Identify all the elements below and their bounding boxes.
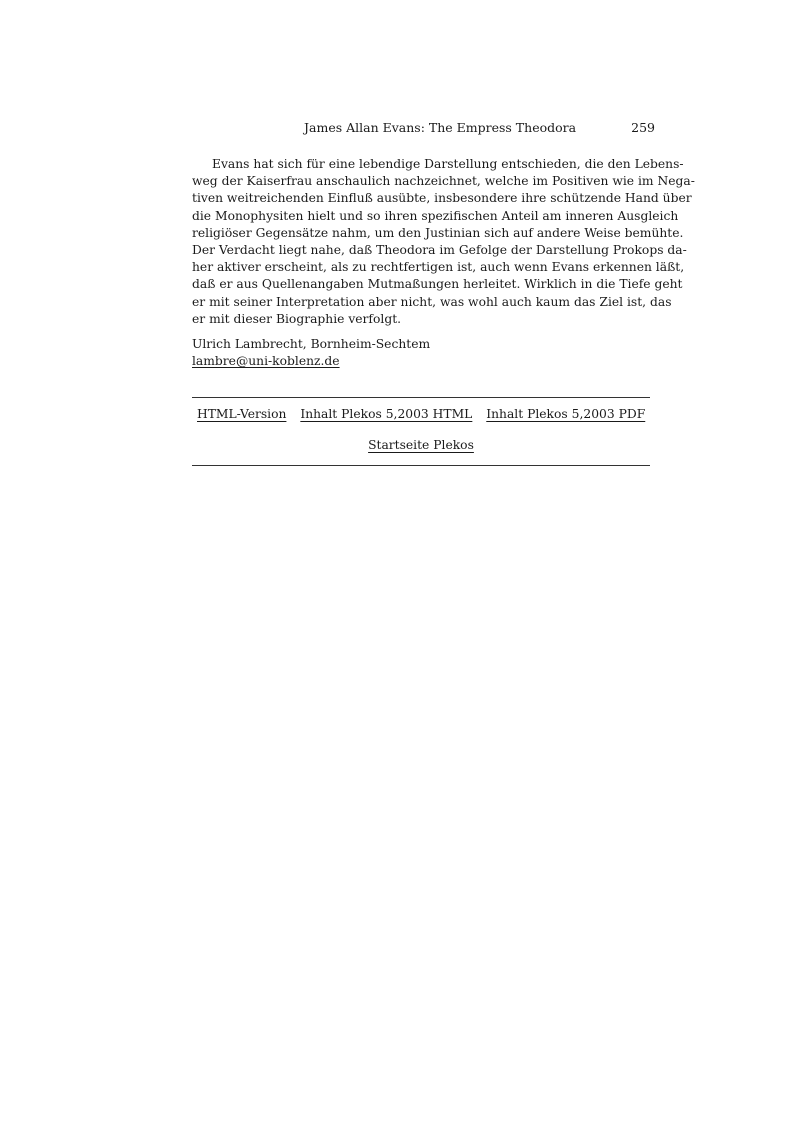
home-links — [192, 437, 650, 454]
page-number: 259 — [631, 120, 655, 135]
paragraph-line: er mit seiner Interpretation aber nicht, was wohl auch kaum das Ziel ist, das — [192, 294, 672, 309]
review-paragraph — [192, 156, 695, 328]
paragraph-line: religiöser Gegensätze nahm, um den Justinian sich auf andere Weise bemühte. — [192, 225, 684, 240]
contents-pdf-link[interactable]: Inhalt Plekos 5,2003 PDF — [486, 407, 646, 421]
contents-html-link[interactable]: Inhalt Plekos 5,2003 HTML — [300, 407, 473, 421]
paragraph-line: Evans hat sich für eine lebendige Darstellung entschieden, die den Lebens- — [212, 157, 684, 171]
paragraph-line: her aktiver erscheint, als zu rechtfertigen ist, auch wenn Evans erkennen läßt, — [192, 260, 685, 275]
html-version-link[interactable]: HTML-Version — [197, 407, 287, 421]
paragraph-line: er mit dieser Biographie verfolgt. — [192, 311, 402, 326]
document-links — [192, 406, 650, 423]
reviewer-name: Ulrich Lambrecht, Bornheim-Sechtem — [192, 337, 431, 351]
reviewer-signature — [192, 336, 650, 370]
paragraph-line: die Monophysiten hielt und so ihren spezifischen Anteil am inneren Ausgleich — [192, 208, 679, 223]
paragraph-line: tiven weitreichenden Einfluß ausübte, insbesondere ihre schützende Hand über — [192, 191, 692, 206]
paragraph-line: Der Verdacht liegt nahe, daß Theodora im Gefolge der Darstellung Prokops da- — [192, 243, 687, 258]
running-head-title: James Allan Evans: The Empress Theodora — [304, 120, 577, 135]
paragraph-line: daß er aus Quellenangaben Mutmaßungen herleitet. Wirklich in die Tiefe geht — [192, 277, 683, 292]
paragraph-line: weg der Kaiserfrau anschaulich nachzeichnet, welche im Positiven wie im Nega- — [192, 174, 695, 189]
bottom-divider — [192, 465, 650, 466]
reviewer-email-link[interactable]: lambre@uni-koblenz.de — [192, 354, 340, 369]
running-head — [192, 119, 655, 137]
top-divider — [192, 397, 650, 398]
home-link[interactable]: Startseite Plekos — [368, 438, 474, 452]
